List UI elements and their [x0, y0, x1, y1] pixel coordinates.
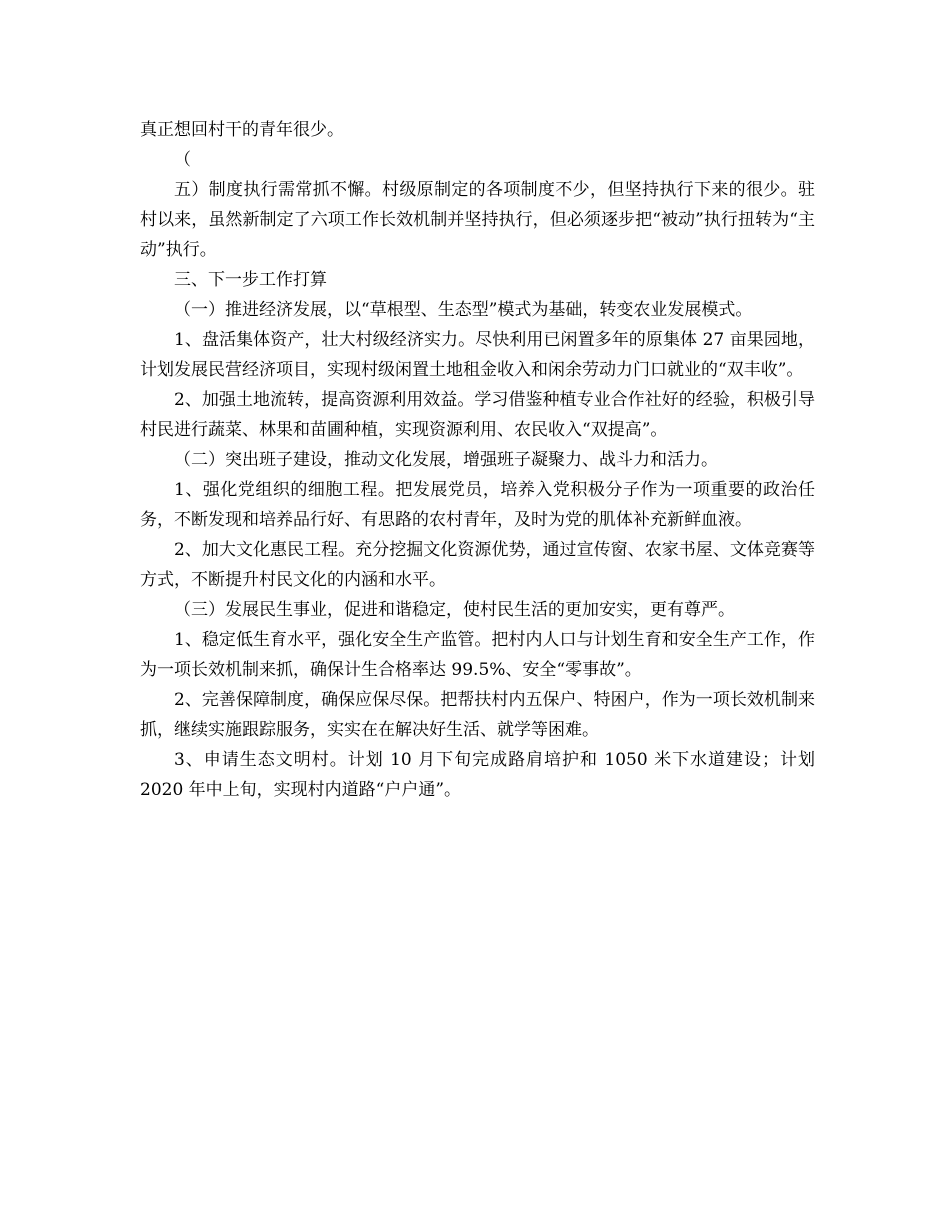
paragraph-continuation: 真正想回村干的青年很少。: [140, 120, 344, 140]
document-page: [140, 115, 815, 805]
subsection-heading-2: （二）突出班子建设，推动文化发展，增强班子凝聚力、战斗力和活力。: [174, 450, 718, 470]
paragraph-item-1-2: 2、加强土地流转，提高资源利用效益。学习借鉴种植专业合作社好的经验，积极引导村民进行蔬菜、林果和苗圃种植，实现资源利用、农民收入“双提高”。: [140, 390, 815, 440]
paragraph-item-3-3: 3、申请生态文明村。计划 10 月下旬完成路肩培护和 1050 米下水道建设；计划 2020 年中上旬，实现村内道路“户户通”。: [140, 750, 815, 800]
subsection-heading-3: （三）发展民生事业，促进和谐稳定，使村民生活的更加安实，更有尊严。: [174, 600, 735, 620]
paragraph-section-5: 五）制度执行需常抓不懈。村级原制定的各项制度不少，但坚持执行下来的很少。驻村以来，虽然新制定了六项工作长效机制并坚持执行，但必须逐步把“被动”执行扭转为“主动”执行。: [140, 180, 815, 260]
paragraph-item-1-1: 1、盘活集体资产，壮大村级经济实力。尽快利用已闲置多年的原集体 27 亩果园地，计划发展民营经济项目，实现村级闲置土地租金收入和闲余劳动力门口就业的“双丰收”。: [140, 330, 815, 380]
subsection-heading-1: （一）推进经济发展，以“草根型、生态型”模式为基础，转变农业发展模式。: [174, 300, 753, 320]
paragraph-item-3-2: 2、完善保障制度，确保应保尽保。把帮扶村内五保户、特困户，作为一项长效机制来抓，继续实施跟踪服务，实实在在解决好生活、就学等困难。: [140, 690, 815, 740]
paragraph-bracket: （: [174, 150, 191, 170]
paragraph-item-3-1: 1、稳定低生育水平，强化安全生产监管。把村内人口与计划生育和安全生产工作，作为一项长效机制来抓，确保计生合格率达 99.5%、安全“零事故”。: [140, 630, 815, 680]
paragraph-item-2-1: 1、强化党组织的细胞工程。把发展党员，培养入党积极分子作为一项重要的政治任务，不断发现和培养品行好、有思路的农村青年，及时为党的肌体补充新鲜血液。: [140, 480, 815, 530]
paragraph-item-2-2: 2、加大文化惠民工程。充分挖掘文化资源优势，通过宣传窗、农家书屋、文体竞赛等方式，不断提升村民文化的内涵和水平。: [140, 540, 815, 590]
section-heading-next-steps: 三、下一步工作打算: [174, 270, 327, 290]
